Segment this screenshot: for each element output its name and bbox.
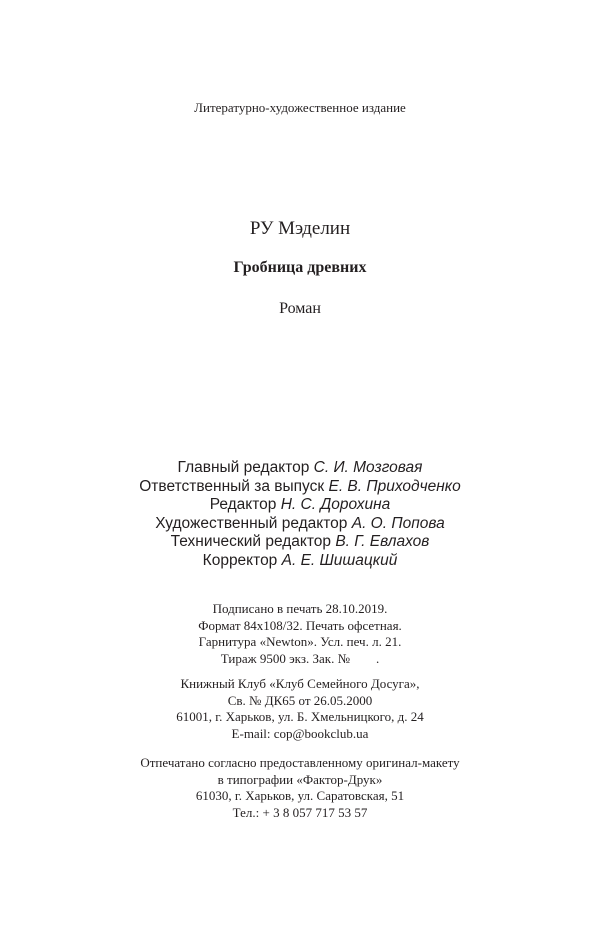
credit-name: В. Г. Евлахов xyxy=(335,533,430,550)
credit-role: Художественный редактор xyxy=(155,514,348,532)
book-title: Гробница древних xyxy=(233,259,367,276)
credit-name: Е. В. Приходченко xyxy=(328,477,461,495)
printer-line: Отпечатано согласно предоставленному оригинал-макету xyxy=(140,755,460,770)
editorial-credits xyxy=(0,459,600,570)
publisher-email: E-mail: cop@bookclub.ua xyxy=(231,725,369,741)
credit-role: Главный редактор xyxy=(177,459,310,476)
printer-info xyxy=(0,755,600,821)
book-author: РУ Мэделин xyxy=(249,218,351,239)
edition-type: Литературно-художественное издание xyxy=(194,100,406,115)
print-info xyxy=(0,601,600,667)
credit-row xyxy=(0,496,600,515)
print-info-line: Формат 84х108/32. Печать офсетная. xyxy=(198,617,402,633)
print-info-line: Подписано в печать 28.10.2019. xyxy=(212,601,388,616)
credit-row xyxy=(0,459,600,478)
credit-name: А. О. Попова xyxy=(351,514,445,532)
publisher-line: Книжный Клуб «Клуб Семейного Досуга», xyxy=(180,676,420,691)
credit-role: Корректор xyxy=(202,551,278,569)
publisher-line: Св. № ДК65 от 26.05.2000 xyxy=(227,692,373,708)
credit-row xyxy=(0,515,600,534)
credit-row xyxy=(0,478,600,497)
printer-phone: Тел.: + 3 8 057 717 53 57 xyxy=(232,804,368,820)
credit-name: А. Е. Шишацкий xyxy=(281,551,398,569)
book-genre: Роман xyxy=(279,300,321,317)
credit-name: Н. С. Дорохина xyxy=(280,496,391,513)
publisher-line: 61001, г. Харьков, ул. Б. Хмельницкого, д. 24 xyxy=(176,709,424,724)
print-info-line: Гарнитура «Newton». Усл. печ. л. 21. xyxy=(198,634,402,649)
credit-row xyxy=(0,533,600,552)
credit-name: С. И. Мозговая xyxy=(313,459,423,476)
publisher-info xyxy=(0,676,600,742)
printer-line: в типографии «Фактор-Друк» xyxy=(217,771,383,787)
credit-role: Редактор xyxy=(209,496,277,513)
credit-role: Ответственный за выпуск xyxy=(139,477,325,495)
print-info-line: Тираж 9500 экз. Зак. № . xyxy=(220,650,380,666)
credit-row xyxy=(0,552,600,571)
printer-line: 61030, г. Харьков, ул. Саратовская, 51 xyxy=(195,788,405,803)
credit-role: Технический редактор xyxy=(170,533,332,550)
